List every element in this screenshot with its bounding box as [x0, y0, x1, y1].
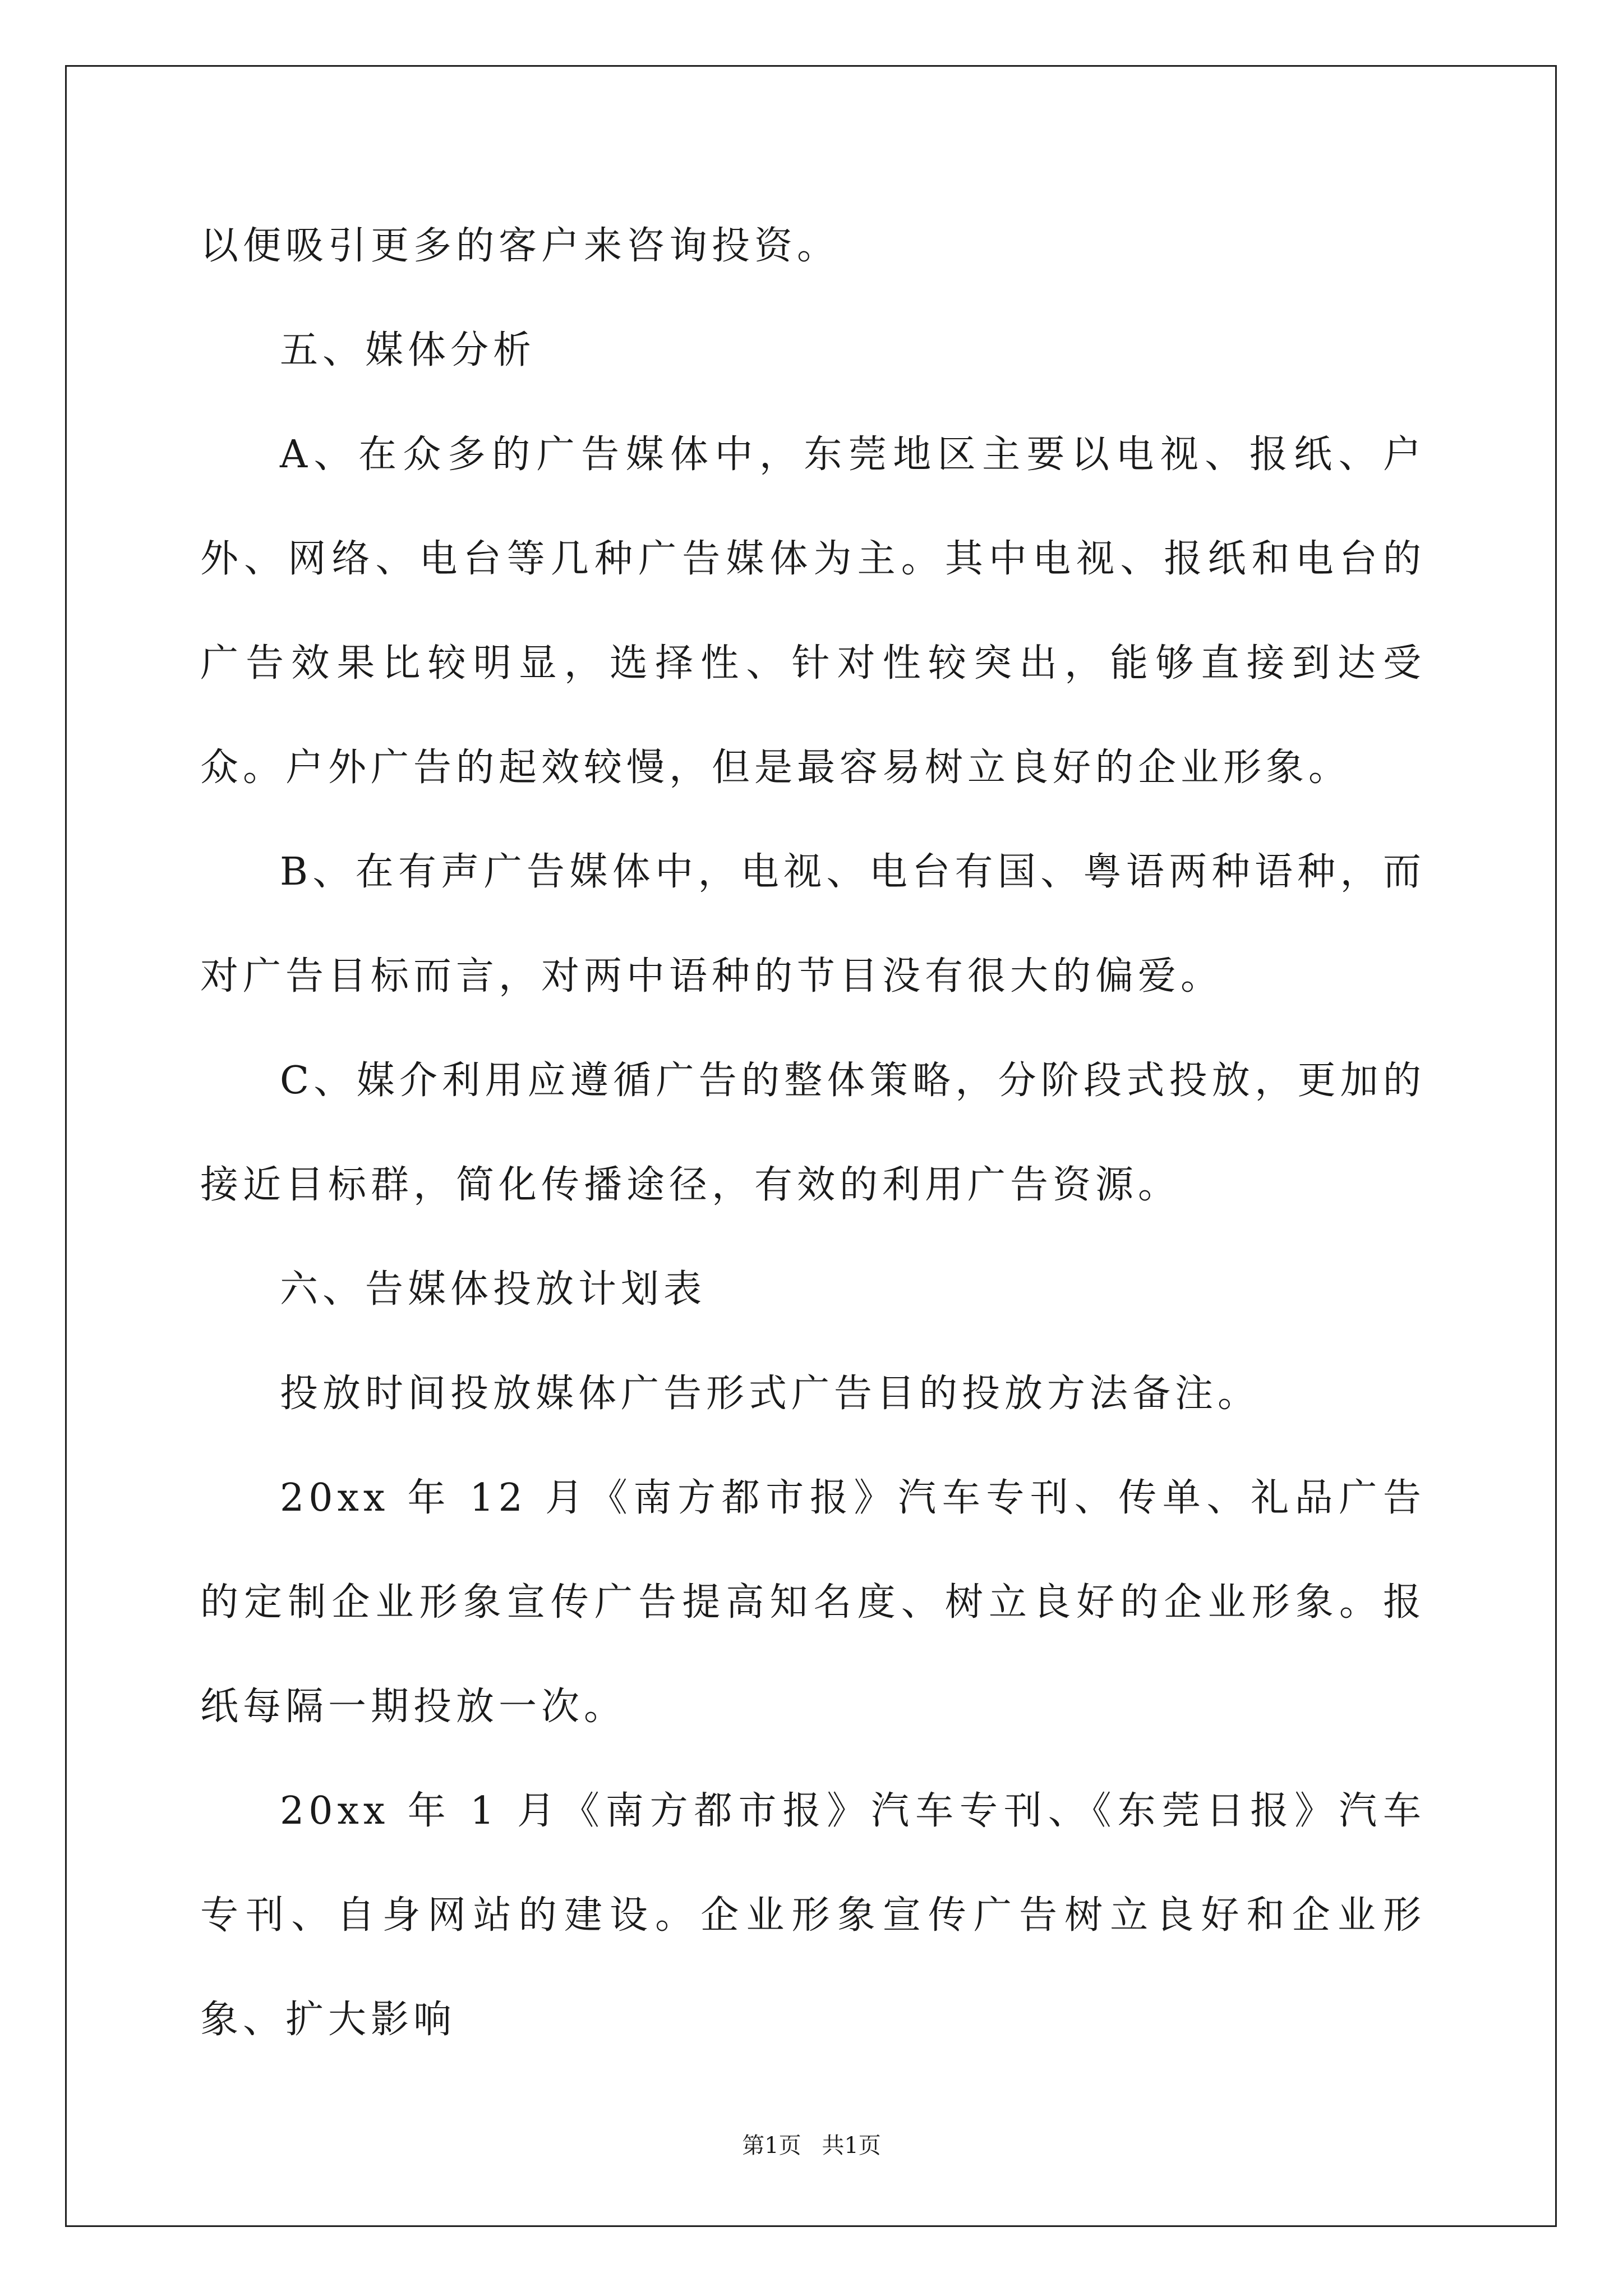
- section-heading-media-analysis: 五、媒体分析: [280, 328, 536, 372]
- paragraph-plan-columns: 投放时间投放媒体广告形式广告目的投放方法备注。: [280, 1372, 1261, 1416]
- paragraph-media-a: A、在众多的广告媒体中，东莞地区主要以电视、报纸、户外、网络、电台等几种广告媒体为主。其中电视、报纸和电台的广告效果比较明显，选择性、针对性较突出，能够直接到达受众。户外广告的起效较慢，但是最容易树立良好的企业形象。: [200, 432, 1426, 790]
- page-number: 第1页: [742, 2133, 801, 2159]
- paragraph-media-b: B、在有声广告媒体中，电视、电台有国、粤语两种语种，而对广告目标而言，对两中语种的节目没有很大的偏爱。: [200, 850, 1426, 999]
- page-footer: [0, 2128, 1623, 2160]
- paragraph-plan-december: 20xx 年 12 月《南方都市报》汽车专刊、传单、礼品广告的定制企业形象宣传广告提高知名度、树立良好的企业形象。报纸每隔一期投放一次。: [200, 1476, 1426, 1729]
- page-total: 共1页: [822, 2133, 881, 2159]
- document-body: [200, 194, 1426, 2072]
- paragraph-plan-january: 20xx 年 1 月《南方都市报》汽车专刊、《东莞日报》汽车专刊、自身网站的建设。企业形象宣传广告树立良好和企业形象、扩大影响: [200, 1789, 1426, 2042]
- paragraph-continuation: 以便吸引更多的客户来咨询投资。: [200, 224, 840, 268]
- paragraph-media-c: C、媒介利用应遵循广告的整体策略，分阶段式投放，更加的接近目标群，简化传播途径，有效的利用广告资源。: [200, 1059, 1426, 1207]
- section-heading-media-plan: 六、告媒体投放计划表: [280, 1267, 707, 1312]
